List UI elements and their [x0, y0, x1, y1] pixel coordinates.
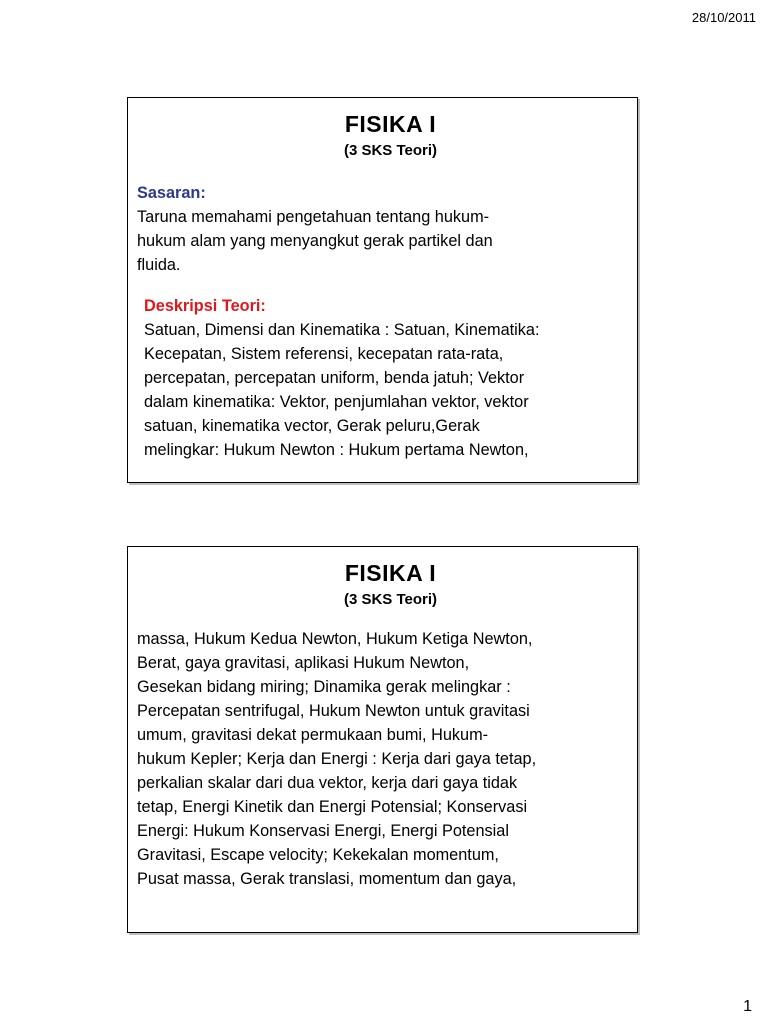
sasaran-line: fluida. [137, 256, 181, 274]
slide-subtitle: (3 SKS Teori) [343, 142, 438, 159]
sasaran-heading: Sasaran: [137, 184, 206, 202]
sasaran-section [137, 181, 633, 277]
deskripsi-line: Kecepatan, Sistem referensi, kecepatan rata-rata, [144, 345, 504, 363]
body-line: Pusat massa, Gerak translasi, momentum dan gaya, [137, 870, 517, 888]
body-line: Gravitasi, Escape velocity; Kekekalan momentum, [137, 846, 499, 864]
slide-1 [127, 97, 638, 483]
body-line: umum, gravitasi dekat permukaan bumi, Hukum- [137, 726, 489, 744]
body-line: tetap, Energi Kinetik dan Energi Potensial; Konservasi [137, 798, 528, 816]
deskripsi-line: percepatan, percepatan uniform, benda jatuh; Vektor [144, 369, 525, 387]
deskripsi-section [144, 294, 633, 462]
deskripsi-heading: Deskripsi Teori: [144, 297, 266, 315]
slide-title: FISIKA I [344, 560, 437, 586]
page-number: 1 [743, 998, 752, 1015]
print-date: 28/10/2011 [691, 10, 756, 25]
body-line: Gesekan bidang miring; Dinamika gerak melingkar : [137, 678, 511, 696]
body-line: massa, Hukum Kedua Newton, Hukum Ketiga Newton, [137, 630, 533, 648]
body-line: hukum Kepler; Kerja dan Energi : Kerja dari gaya tetap, [137, 750, 537, 768]
slide-2-body [137, 627, 633, 891]
deskripsi-line: dalam kinematika: Vektor, penjumlahan vektor, vektor [144, 393, 529, 411]
deskripsi-line: Satuan, Dimensi dan Kinematika : Satuan, Kinematika: [144, 321, 540, 339]
deskripsi-line: melingkar: Hukum Newton : Hukum pertama Newton, [144, 441, 529, 459]
slide-title: FISIKA I [344, 111, 437, 137]
body-line: perkalian skalar dari dua vektor, kerja dari gaya tidak [137, 774, 518, 792]
deskripsi-line: satuan, kinematika vector, Gerak peluru,Gerak [144, 417, 480, 435]
sasaran-line: Taruna memahami pengetahuan tentang hukum- [137, 208, 490, 226]
body-line: Energi: Hukum Konservasi Energi, Energi Potensial [137, 822, 509, 840]
sasaran-line: hukum alam yang menyangkut gerak partikel dan [137, 232, 493, 250]
body-line: Percepatan sentrifugal, Hukum Newton untuk gravitasi [137, 702, 530, 720]
body-line: Berat, gaya gravitasi, aplikasi Hukum Newton, [137, 654, 470, 672]
slide-2 [127, 546, 638, 933]
slide-subtitle: (3 SKS Teori) [343, 591, 438, 608]
